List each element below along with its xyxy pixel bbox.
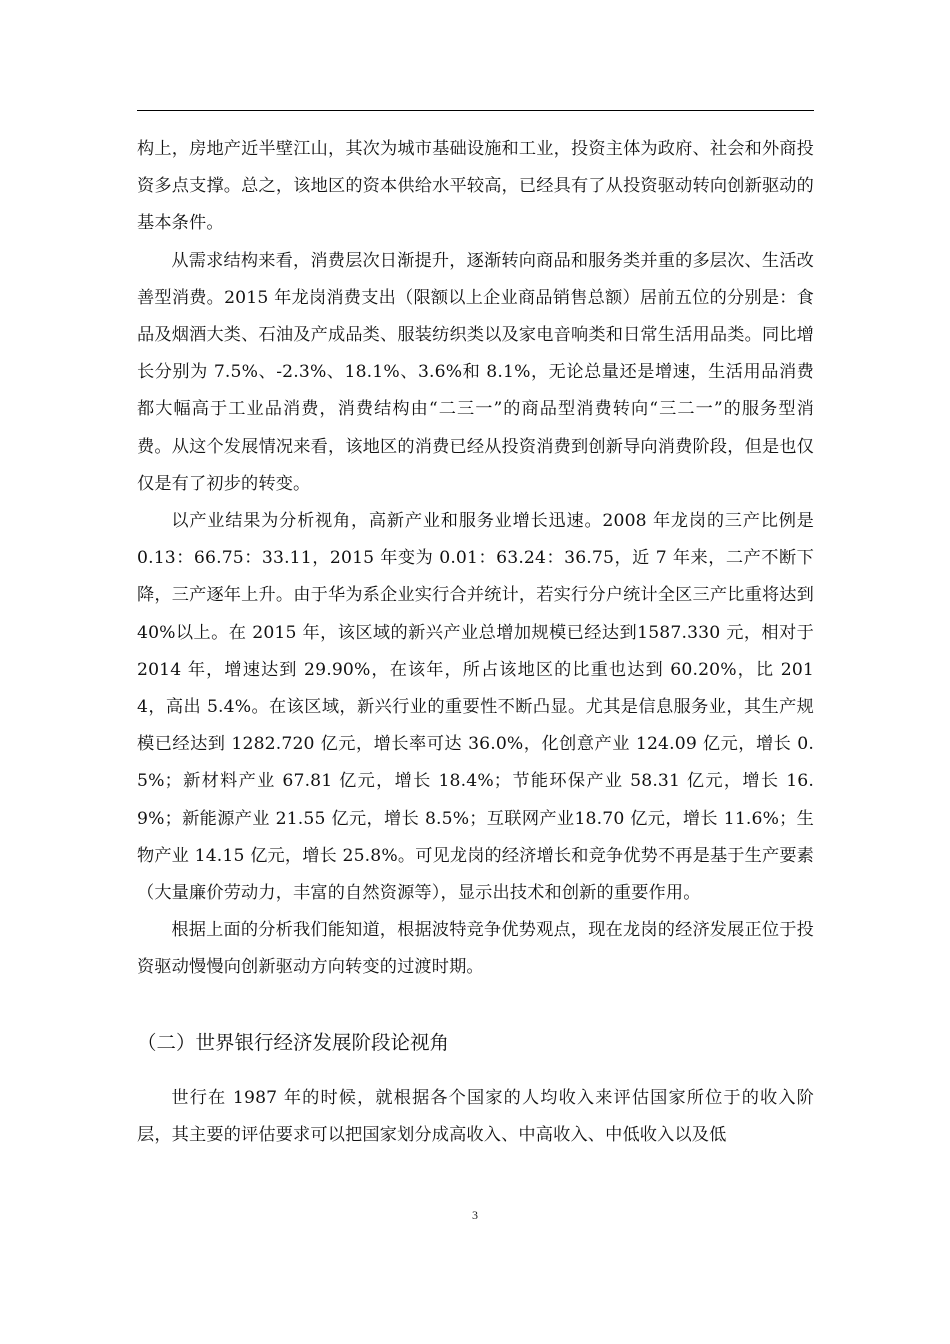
body-paragraph-continued: 构上，房地产近半壁江山，其次为城市基础设施和工业，投资主体为政府、社会和外商投资多点支撑。总之，该地区的资本供给水平较高，已经具有了从投资驱动转向创新驱动的基本条件。 — [137, 139, 814, 234]
body-paragraph-conclusion: 根据上面的分析我们能知道，根据波特竞争优势观点，现在龙岗的经济发展正位于投资驱动慢慢向创新驱动方向转变的过渡时期。 — [137, 920, 814, 978]
body-paragraph-demand-structure: 从需求结构来看，消费层次日渐提升，逐渐转向商品和服务类并重的多层次、生活改善型消费。2015 年龙岗消费支出（限额以上企业商品销售总额）居前五位的分别是：食品及烟酒大类、石油及产成品类、服装纺织类以及家电音响类和日常生活用品类。同比增长分别为 7.5%、-2.3%、18.1%、3.6%和 8.1%，无论总量还是增速，生活用品消费都大幅高于工业品消费，消费结构由“二三一”的商品型消费转向“三二一”的服务型消费。从这个发展情况来看，该地区的消费已经从投资消费到创新导向消费阶段，但是也仅仅是有了初步的转变。 — [137, 250, 814, 494]
page-body — [137, 131, 814, 1154]
body-paragraph-world-bank: 世行在 1987 年的时候，就根据各个国家的人均收入来评估国家所位于的收入阶层，其主要的评估要求可以把国家划分成高收入、中高收入、中低收入以及低 — [137, 1087, 814, 1145]
section-heading: （二）世界银行经济发展阶段论视角 — [137, 1030, 450, 1054]
header-rule — [137, 110, 814, 111]
page-number: 3 — [472, 1208, 478, 1222]
body-paragraph-industry-structure: 以产业结果为分析视角，高新产业和服务业增长迅速。2008 年龙岗的三产比例是 0.13：66.75：33.11，2015 年变为 0.01：63.24：36.75，近 7 年来，二产不断下降，三产逐年上升。由于华为系企业实行合并统计，若实行分户统计全区三产比重将达到 40%以上。在 2015 年，该区域的新兴产业总增加规模已经达到1587.330 元，相对于 2014 年，增速达到 29.90%，在该年，所占该地区的比重也达到 60.20%，比 2014，高出 5.4%。在该区域，新兴行业的重要性不断凸显。尤其是信息服务业，其生产规模已经达到 1282.720 亿元，增长率可达 36.0%，化创意产业 124.09 亿元，增长 0.5%；新材料产业 67.81 亿元，增长 18.4%；节能环保产业 58.31 亿元，增长 16.9%；新能源产业 21.55 亿元，增长 8.5%；互联网产业18.70 亿元，增长 11.6%；生物产业 14.15 亿元，增长 25.8%。可见龙岗的经济增长和竞争优势不再是基于生产要素（大量廉价劳动力，丰富的自然资源等），显示出技术和创新的重要作用。 — [137, 511, 814, 904]
